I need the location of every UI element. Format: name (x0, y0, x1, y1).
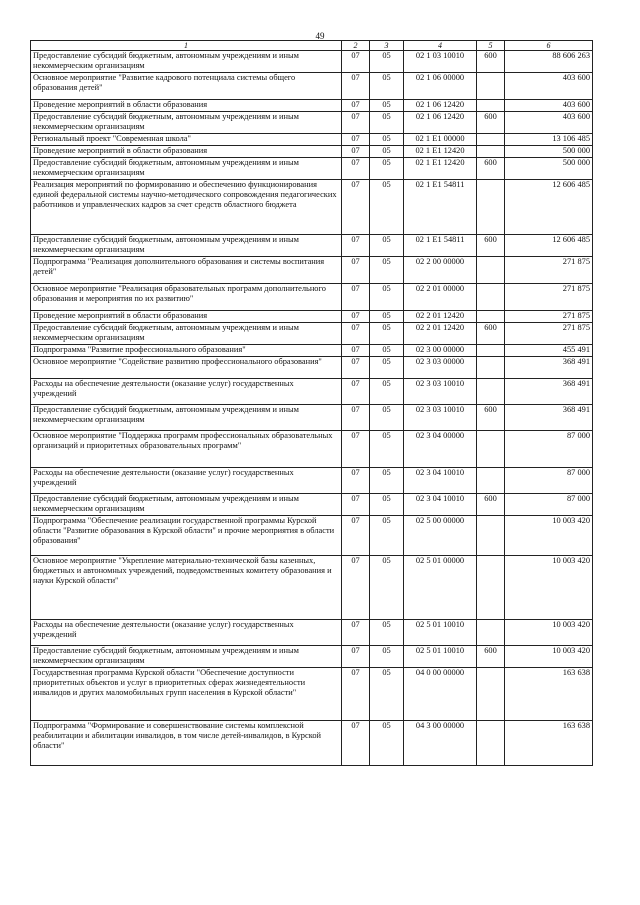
row-section-cell: 07 (342, 668, 370, 721)
table-row (31, 357, 593, 379)
row-amount-cell: 368 491 (505, 405, 593, 431)
table-row (31, 158, 593, 180)
table-row (31, 646, 593, 668)
table-row (31, 112, 593, 134)
row-amount-cell: 88 606 263 (505, 51, 593, 73)
row-section-cell: 07 (342, 158, 370, 180)
row-subsection-cell: 05 (370, 180, 404, 235)
row-subsection-cell: 05 (370, 556, 404, 620)
row-expense-type-cell (477, 146, 505, 158)
row-target-article-cell: 02 5 01 10010 (404, 620, 477, 646)
table-row (31, 556, 593, 620)
row-expense-type-cell: 600 (477, 158, 505, 180)
row-target-article-cell: 02 3 04 10010 (404, 468, 477, 494)
table-row (31, 73, 593, 100)
row-subsection-cell: 05 (370, 516, 404, 556)
row-expense-type-cell: 600 (477, 112, 505, 134)
row-name-cell: Подпрограмма "Формирование и совершенствование системы комплексной реабилитации и абилитации инвалидов, в том числе детей-инвалидов, в Курской области" (31, 721, 342, 766)
row-expense-type-cell: 600 (477, 494, 505, 516)
row-subsection-cell: 05 (370, 668, 404, 721)
row-section-cell: 07 (342, 556, 370, 620)
row-name-cell: Расходы на обеспечение деятельности (оказание услуг) государственных учреждений (31, 468, 342, 494)
header-col-3: 3 (370, 41, 404, 51)
table-row (31, 431, 593, 468)
row-expense-type-cell: 600 (477, 235, 505, 257)
row-subsection-cell: 05 (370, 646, 404, 668)
header-col-1: 1 (31, 41, 342, 51)
row-name-cell: Основное мероприятие "Реализация образовательных программ дополнительного образования и мероприятия по их развитию" (31, 284, 342, 311)
row-name-cell: Подпрограмма "Развитие профессионального образования" (31, 345, 342, 357)
row-target-article-cell: 02 1 06 12420 (404, 100, 477, 112)
row-target-article-cell: 02 5 01 00000 (404, 556, 477, 620)
row-expense-type-cell: 600 (477, 405, 505, 431)
row-section-cell: 07 (342, 721, 370, 766)
row-target-article-cell: 02 3 03 00000 (404, 357, 477, 379)
row-expense-type-cell: 600 (477, 51, 505, 73)
row-subsection-cell: 05 (370, 158, 404, 180)
table-row (31, 180, 593, 235)
row-expense-type-cell (477, 431, 505, 468)
row-target-article-cell: 02 1 E1 12420 (404, 158, 477, 180)
row-name-cell: Основное мероприятие "Укрепление материально-технической базы казенных, бюджетных и автономных учреждений, подведомственных комитету образования и науки Курской области" (31, 556, 342, 620)
row-amount-cell: 271 875 (505, 311, 593, 323)
row-amount-cell: 12 606 485 (505, 180, 593, 235)
row-amount-cell: 403 600 (505, 100, 593, 112)
header-col-6: 6 (505, 41, 593, 51)
row-target-article-cell: 02 5 00 00000 (404, 516, 477, 556)
row-name-cell: Предоставление субсидий бюджетным, автономным учреждениям и иным некоммерческим организациям (31, 51, 342, 73)
row-expense-type-cell (477, 620, 505, 646)
table-row (31, 721, 593, 766)
row-name-cell: Региональный проект "Современная школа" (31, 134, 342, 146)
row-target-article-cell: 02 2 01 12420 (404, 311, 477, 323)
row-target-article-cell: 02 1 E1 12420 (404, 146, 477, 158)
row-target-article-cell: 02 3 00 00000 (404, 345, 477, 357)
row-name-cell: Государственная программа Курской области "Обеспечение доступности приоритетных объектов и услуг в приоритетных сферах жизнедеятельности инвалидов и других маломобильных групп населения в Курской области" (31, 668, 342, 721)
row-name-cell: Предоставление субсидий бюджетным, автономным учреждениям и иным некоммерческим организациям (31, 405, 342, 431)
row-amount-cell: 455 491 (505, 345, 593, 357)
row-amount-cell: 163 638 (505, 668, 593, 721)
header-row (31, 41, 593, 51)
table-row (31, 668, 593, 721)
row-target-article-cell: 02 1 03 10010 (404, 51, 477, 73)
row-subsection-cell: 05 (370, 345, 404, 357)
row-amount-cell: 271 875 (505, 323, 593, 345)
row-amount-cell: 271 875 (505, 284, 593, 311)
row-amount-cell: 500 000 (505, 158, 593, 180)
row-subsection-cell: 05 (370, 51, 404, 73)
row-section-cell: 07 (342, 345, 370, 357)
row-name-cell: Предоставление субсидий бюджетным, автономным учреждениям и иным некоммерческим организациям (31, 323, 342, 345)
row-section-cell: 07 (342, 146, 370, 158)
row-target-article-cell: 02 1 E1 00000 (404, 134, 477, 146)
row-amount-cell: 87 000 (505, 494, 593, 516)
row-section-cell: 07 (342, 646, 370, 668)
row-subsection-cell: 05 (370, 112, 404, 134)
row-target-article-cell: 02 2 00 00000 (404, 257, 477, 284)
row-section-cell: 07 (342, 431, 370, 468)
row-expense-type-cell (477, 516, 505, 556)
row-section-cell: 07 (342, 235, 370, 257)
row-amount-cell: 12 606 485 (505, 235, 593, 257)
row-amount-cell: 368 491 (505, 357, 593, 379)
row-expense-type-cell: 600 (477, 323, 505, 345)
row-section-cell: 07 (342, 134, 370, 146)
header-col-2: 2 (342, 41, 370, 51)
row-target-article-cell: 02 3 03 10010 (404, 379, 477, 405)
row-name-cell: Расходы на обеспечение деятельности (оказание услуг) государственных учреждений (31, 379, 342, 405)
row-target-article-cell: 02 1 E1 54811 (404, 235, 477, 257)
row-name-cell: Предоставление субсидий бюджетным, автономным учреждениям и иным некоммерческим организациям (31, 235, 342, 257)
row-amount-cell: 13 106 485 (505, 134, 593, 146)
row-amount-cell: 10 003 420 (505, 646, 593, 668)
row-target-article-cell: 02 3 04 00000 (404, 431, 477, 468)
row-target-article-cell: 02 3 04 10010 (404, 494, 477, 516)
row-expense-type-cell (477, 257, 505, 284)
row-subsection-cell: 05 (370, 311, 404, 323)
table-row (31, 620, 593, 646)
row-section-cell: 07 (342, 323, 370, 345)
row-subsection-cell: 05 (370, 100, 404, 112)
row-expense-type-cell (477, 311, 505, 323)
row-amount-cell: 500 000 (505, 146, 593, 158)
table-row (31, 257, 593, 284)
row-amount-cell: 10 003 420 (505, 620, 593, 646)
row-section-cell: 07 (342, 100, 370, 112)
row-target-article-cell: 02 2 01 12420 (404, 323, 477, 345)
row-expense-type-cell (477, 134, 505, 146)
row-name-cell: Подпрограмма "Обеспечение реализации государственной программы Курской области "Развитие образования в Курской области" и прочие мероприятия в области образования" (31, 516, 342, 556)
row-section-cell: 07 (342, 112, 370, 134)
row-section-cell: 07 (342, 257, 370, 284)
header-col-4: 4 (404, 41, 477, 51)
row-section-cell: 07 (342, 51, 370, 73)
row-name-cell: Предоставление субсидий бюджетным, автономным учреждениям и иным некоммерческим организациям (31, 112, 342, 134)
row-name-cell: Проведение мероприятий в области образования (31, 311, 342, 323)
row-expense-type-cell (477, 379, 505, 405)
table-row (31, 405, 593, 431)
row-subsection-cell: 05 (370, 146, 404, 158)
page-number: 49 (315, 31, 325, 41)
table-row (31, 284, 593, 311)
row-amount-cell: 403 600 (505, 112, 593, 134)
row-name-cell: Предоставление субсидий бюджетным, автономным учреждениям и иным некоммерческим организациям (31, 158, 342, 180)
row-expense-type-cell (477, 721, 505, 766)
row-amount-cell: 403 600 (505, 73, 593, 100)
row-target-article-cell: 02 3 03 10010 (404, 405, 477, 431)
row-subsection-cell: 05 (370, 620, 404, 646)
table-row (31, 379, 593, 405)
row-name-cell: Подпрограмма "Реализация дополнительного образования и системы воспитания детей" (31, 257, 342, 284)
row-subsection-cell: 05 (370, 405, 404, 431)
table-row (31, 235, 593, 257)
row-subsection-cell: 05 (370, 379, 404, 405)
row-expense-type-cell (477, 668, 505, 721)
row-amount-cell: 368 491 (505, 379, 593, 405)
row-expense-type-cell (477, 100, 505, 112)
table-row (31, 468, 593, 494)
table-row (31, 100, 593, 112)
row-expense-type-cell (477, 73, 505, 100)
row-subsection-cell: 05 (370, 235, 404, 257)
row-subsection-cell: 05 (370, 134, 404, 146)
row-amount-cell: 163 638 (505, 721, 593, 766)
row-name-cell: Проведение мероприятий в области образования (31, 146, 342, 158)
row-name-cell: Реализация мероприятий по формированию и обеспечению функционирования единой федеральной системы научно-методического сопровождения педагогических работников и управленческих кадров за счет средств областного бюджета (31, 180, 342, 235)
row-subsection-cell: 05 (370, 73, 404, 100)
row-section-cell: 07 (342, 357, 370, 379)
row-expense-type-cell (477, 284, 505, 311)
row-subsection-cell: 05 (370, 357, 404, 379)
row-subsection-cell: 05 (370, 257, 404, 284)
table-row (31, 516, 593, 556)
row-amount-cell: 10 003 420 (505, 556, 593, 620)
row-target-article-cell: 02 2 01 00000 (404, 284, 477, 311)
row-name-cell: Основное мероприятие "Развитие кадрового потенциала системы общего образования детей" (31, 73, 342, 100)
table-row (31, 494, 593, 516)
row-section-cell: 07 (342, 73, 370, 100)
row-expense-type-cell (477, 556, 505, 620)
row-target-article-cell: 02 1 06 12420 (404, 112, 477, 134)
row-expense-type-cell (477, 468, 505, 494)
table-row (31, 51, 593, 73)
table-row (31, 345, 593, 357)
row-name-cell: Основное мероприятие "Поддержка программ профессиональных образовательных организаций и приоритетных образовательных программ" (31, 431, 342, 468)
row-name-cell: Проведение мероприятий в области образования (31, 100, 342, 112)
row-section-cell: 07 (342, 180, 370, 235)
row-target-article-cell: 02 5 01 10010 (404, 646, 477, 668)
row-subsection-cell: 05 (370, 284, 404, 311)
row-name-cell: Основное мероприятие "Содействие развитию профессионального образования" (31, 357, 342, 379)
row-section-cell: 07 (342, 311, 370, 323)
row-subsection-cell: 05 (370, 721, 404, 766)
row-name-cell: Предоставление субсидий бюджетным, автономным учреждениям и иным некоммерческим организациям (31, 646, 342, 668)
table-row (31, 146, 593, 158)
header-col-5: 5 (477, 41, 505, 51)
row-target-article-cell: 04 3 00 00000 (404, 721, 477, 766)
row-name-cell: Расходы на обеспечение деятельности (оказание услуг) государственных учреждений (31, 620, 342, 646)
row-section-cell: 07 (342, 620, 370, 646)
table-row (31, 311, 593, 323)
row-amount-cell: 10 003 420 (505, 516, 593, 556)
table-row (31, 323, 593, 345)
row-expense-type-cell (477, 357, 505, 379)
row-subsection-cell: 05 (370, 431, 404, 468)
row-target-article-cell: 02 1 06 00000 (404, 73, 477, 100)
row-section-cell: 07 (342, 284, 370, 311)
row-expense-type-cell: 600 (477, 646, 505, 668)
row-subsection-cell: 05 (370, 468, 404, 494)
row-subsection-cell: 05 (370, 494, 404, 516)
row-amount-cell: 271 875 (505, 257, 593, 284)
row-target-article-cell: 02 1 E1 54811 (404, 180, 477, 235)
row-section-cell: 07 (342, 379, 370, 405)
row-section-cell: 07 (342, 494, 370, 516)
row-amount-cell: 87 000 (505, 431, 593, 468)
row-section-cell: 07 (342, 405, 370, 431)
row-target-article-cell: 04 0 00 00000 (404, 668, 477, 721)
row-section-cell: 07 (342, 516, 370, 556)
budget-table (30, 40, 593, 766)
row-expense-type-cell (477, 180, 505, 235)
row-subsection-cell: 05 (370, 323, 404, 345)
row-section-cell: 07 (342, 468, 370, 494)
row-expense-type-cell (477, 345, 505, 357)
table-row (31, 134, 593, 146)
row-name-cell: Предоставление субсидий бюджетным, автономным учреждениям и иным некоммерческим организациям (31, 494, 342, 516)
row-amount-cell: 87 000 (505, 468, 593, 494)
